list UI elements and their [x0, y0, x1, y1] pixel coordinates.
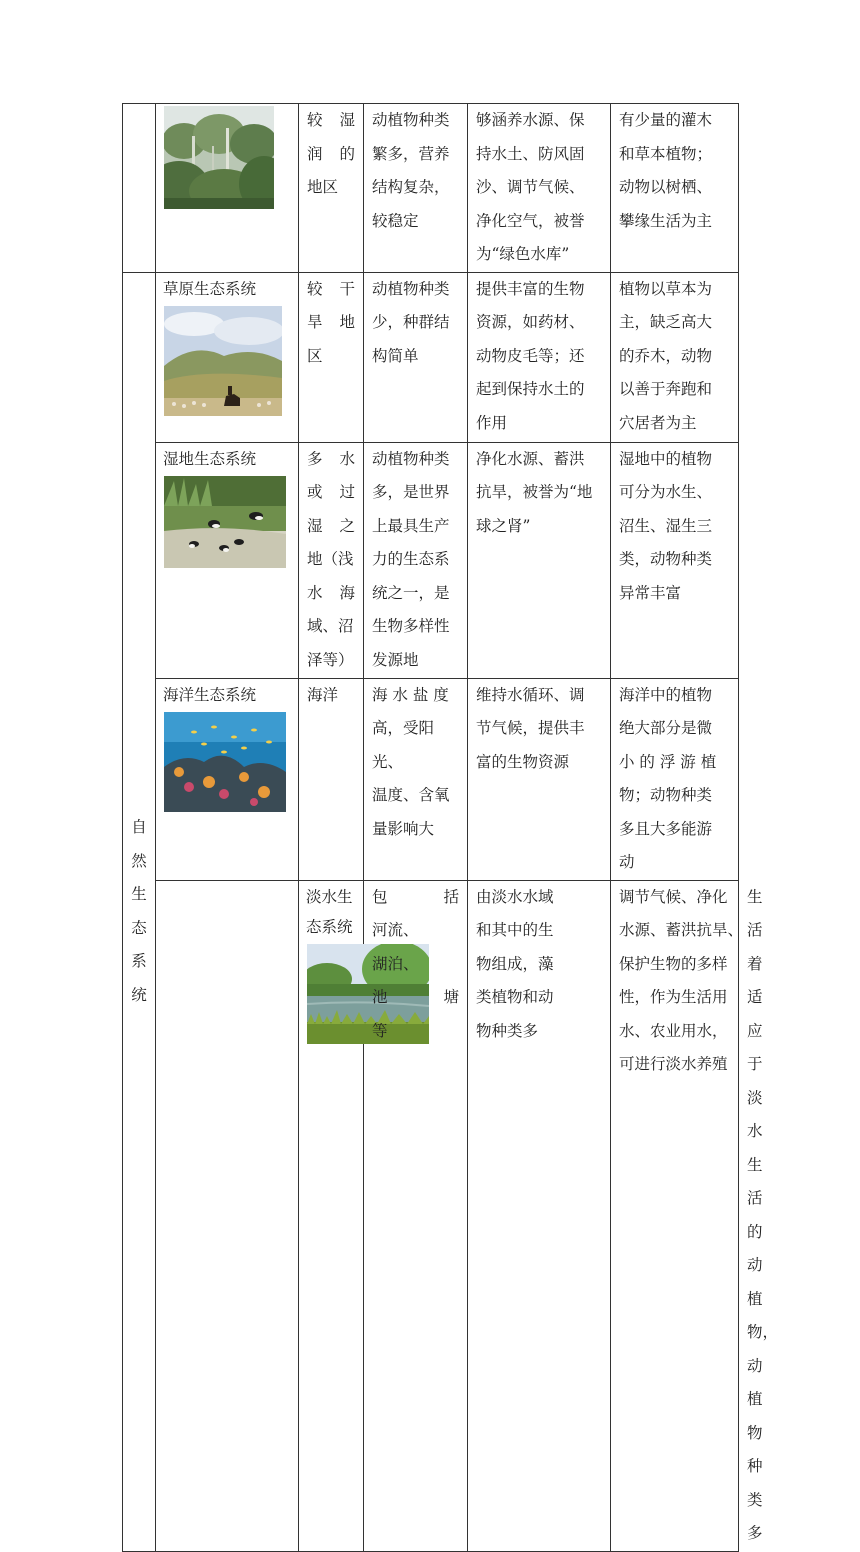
- text-line: 和其中的生: [476, 921, 554, 939]
- text-line: 攀缘生活为主: [619, 211, 713, 230]
- text-line: 润 的: [307, 144, 355, 163]
- text-line: 多 水: [307, 449, 355, 468]
- text-line: 量影响大: [372, 819, 435, 838]
- text-line: 沙、调节气候、: [476, 178, 585, 196]
- features-cell: [364, 678, 468, 880]
- text-line: 净化水源、蓄洪: [476, 449, 585, 468]
- text-line: 湖泊、: [372, 954, 419, 973]
- text-line: 海洋中的植物: [619, 685, 713, 704]
- name-cell: [156, 104, 299, 273]
- functions-cell: [468, 272, 611, 442]
- features-cell: [364, 442, 468, 678]
- text-line: 较 干: [307, 279, 355, 298]
- text-line: 和草本植物；: [619, 144, 713, 163]
- ecosystem-name: 草原生态系统: [163, 279, 257, 298]
- text-line: 生物多样性: [372, 617, 450, 635]
- text-line: 区: [307, 346, 323, 365]
- text-line: 持水土、防风固: [476, 144, 585, 163]
- text-line: 物；动物种类: [619, 786, 713, 804]
- text-line: 净化空气，被誉: [476, 211, 585, 230]
- text-line: 海洋: [307, 685, 339, 704]
- grassland-photo: [164, 306, 282, 416]
- text-line: 类，动物种类: [619, 550, 713, 568]
- name-cell: [156, 678, 299, 880]
- text-line: 性，作为生活用: [619, 988, 728, 1006]
- text-line: 少，种群结: [372, 313, 450, 331]
- organisms-cell: [611, 104, 739, 273]
- text-line: 旱 地: [307, 313, 355, 331]
- environment-cell: [299, 104, 364, 273]
- text-line: 调节气候、净化: [619, 887, 728, 906]
- text-line: 物种类多: [476, 1021, 539, 1040]
- text-line: 水 海: [307, 583, 355, 602]
- text-line: 类植物和动: [476, 988, 554, 1006]
- ecosystem-table: [122, 103, 779, 1552]
- text-line: 温度、含氧: [372, 786, 450, 804]
- text-line: 富的生物资源: [476, 752, 570, 771]
- text-line: 主，缺乏高大: [619, 313, 713, 331]
- text-line: 植物以草本为: [619, 279, 713, 298]
- text-line: 地区: [307, 178, 339, 196]
- text-line: 构简单: [372, 346, 419, 365]
- text-line: 水源、蓄洪抗旱、: [619, 921, 744, 939]
- environment-cell: [299, 678, 364, 880]
- text-line: 繁多，营养: [372, 144, 450, 163]
- functions-cell: [468, 678, 611, 880]
- table-row: 淡水生态系统 包 括 河流、 湖泊、 池 塘 等 由淡水水域 和其中的生 物组成，藻 类植物和动 物种类多 调节气候、净化 水源、蓄洪抗旱、 保护生物的多样 性，作为生活用 水、农业用水， 可进行淡水养殖 生活着适应于 淡水生活的动 植物，动植物 种类多: [123, 880, 739, 1551]
- category-cell: [123, 272, 156, 1551]
- organisms-cell: [611, 442, 739, 678]
- text-line: 动植物种类: [372, 449, 450, 468]
- text-line: 域、沼: [307, 617, 354, 635]
- category-char: 态: [131, 918, 147, 937]
- text-line: 的乔木，动物: [619, 346, 713, 365]
- text-line: 地（浅: [307, 550, 354, 568]
- category-char: 生: [131, 885, 147, 903]
- features-cell: [364, 104, 468, 273]
- category-char: 统: [131, 985, 147, 1004]
- text-line: 有少量的灌木: [619, 111, 713, 129]
- text-line: 以善于奔跑和: [619, 380, 713, 398]
- environment-cell: [299, 442, 364, 678]
- text-line: 结构复杂，: [372, 178, 450, 196]
- text-line: 水、农业用水，: [619, 1021, 728, 1040]
- text-line: 动植物种类: [372, 111, 450, 129]
- text-line: 泽等）: [307, 650, 354, 669]
- text-line: 高，受阳光、: [372, 719, 435, 771]
- text-line: 资源，如药材、: [476, 313, 585, 331]
- text-line: 够涵养水源、保: [476, 111, 585, 129]
- text-line: 海 水 盐 度: [372, 685, 449, 704]
- text-line: 为“绿色水库”: [476, 245, 570, 263]
- text-line: 保护生物的多样: [619, 954, 728, 973]
- text-line: 等: [372, 1021, 388, 1040]
- text-line: 多，是世界: [372, 483, 450, 501]
- text-line: 动: [619, 853, 635, 871]
- text-line: 提供丰富的生物: [476, 279, 585, 298]
- ecosystem-name: 湿地生态系统: [163, 449, 257, 468]
- text-line: 较 湿: [307, 111, 355, 129]
- text-line: 小 的 浮 游 植: [619, 752, 717, 771]
- text-line: 可分为水生、: [619, 483, 713, 501]
- environment-cell: [299, 272, 364, 442]
- ecosystem-name: 淡水生态系统: [306, 887, 353, 936]
- text-line: 节气候，提供丰: [476, 719, 585, 737]
- text-line: 力的生态系: [372, 550, 450, 568]
- text-line: 沼生、湿生三: [619, 516, 713, 535]
- forest-photo: [164, 106, 274, 209]
- table-row: [123, 442, 739, 678]
- text-line: 池 塘: [372, 988, 459, 1006]
- category-cell-empty: [123, 104, 156, 273]
- text-line: 物组成，藻: [476, 954, 554, 973]
- features-cell: [364, 272, 468, 442]
- text-line: 动物皮毛等；还: [476, 346, 585, 365]
- category-char: 系: [131, 952, 147, 970]
- name-cell: [156, 272, 299, 442]
- text-line: 异常丰富: [619, 583, 682, 602]
- text-line: 起到保持水土的: [476, 380, 585, 398]
- text-line: 多且大多能游: [619, 819, 713, 838]
- text-line: 维持水循环、调: [476, 685, 585, 704]
- text-line: 湿 之: [307, 516, 355, 535]
- category-char: 自: [131, 818, 147, 836]
- text-line: 动植物种类: [372, 279, 450, 298]
- text-line: 统之一，是: [372, 583, 450, 602]
- table-row: [123, 104, 739, 273]
- text-line: 可进行淡水养殖: [619, 1055, 728, 1073]
- text-line: 穴居者为主: [619, 413, 697, 432]
- ocean-photo: [164, 712, 286, 812]
- functions-cell: [468, 104, 611, 273]
- text-line: 包 括: [372, 887, 459, 906]
- text-line: 由淡水水域: [476, 887, 554, 906]
- table-row: [123, 272, 739, 442]
- organisms-cell: [611, 678, 739, 880]
- text-line: 绝大部分是微: [619, 719, 713, 737]
- wetland-photo: [164, 476, 286, 568]
- text-line: 发源地: [372, 650, 419, 669]
- text-line: 动物以树栖、: [619, 178, 713, 196]
- organisms-cell: [611, 272, 739, 442]
- text-line: 作用: [476, 413, 508, 432]
- text-line: 较稳定: [372, 211, 419, 230]
- ecosystem-name: 海洋生态系统: [163, 685, 257, 704]
- text-line: 或 过: [307, 483, 355, 501]
- category-char: 然: [131, 851, 147, 870]
- text-line: 河流、: [372, 921, 419, 939]
- name-cell: [156, 442, 299, 678]
- text-line: 上最具生产: [372, 516, 450, 535]
- environment-text: [299, 104, 363, 205]
- text-line: 抗旱，被誉为“地: [476, 483, 593, 501]
- table-row: [123, 678, 739, 880]
- text-line: 湿地中的植物: [619, 449, 713, 468]
- functions-cell: [468, 442, 611, 678]
- text-line: 球之肾”: [476, 516, 531, 535]
